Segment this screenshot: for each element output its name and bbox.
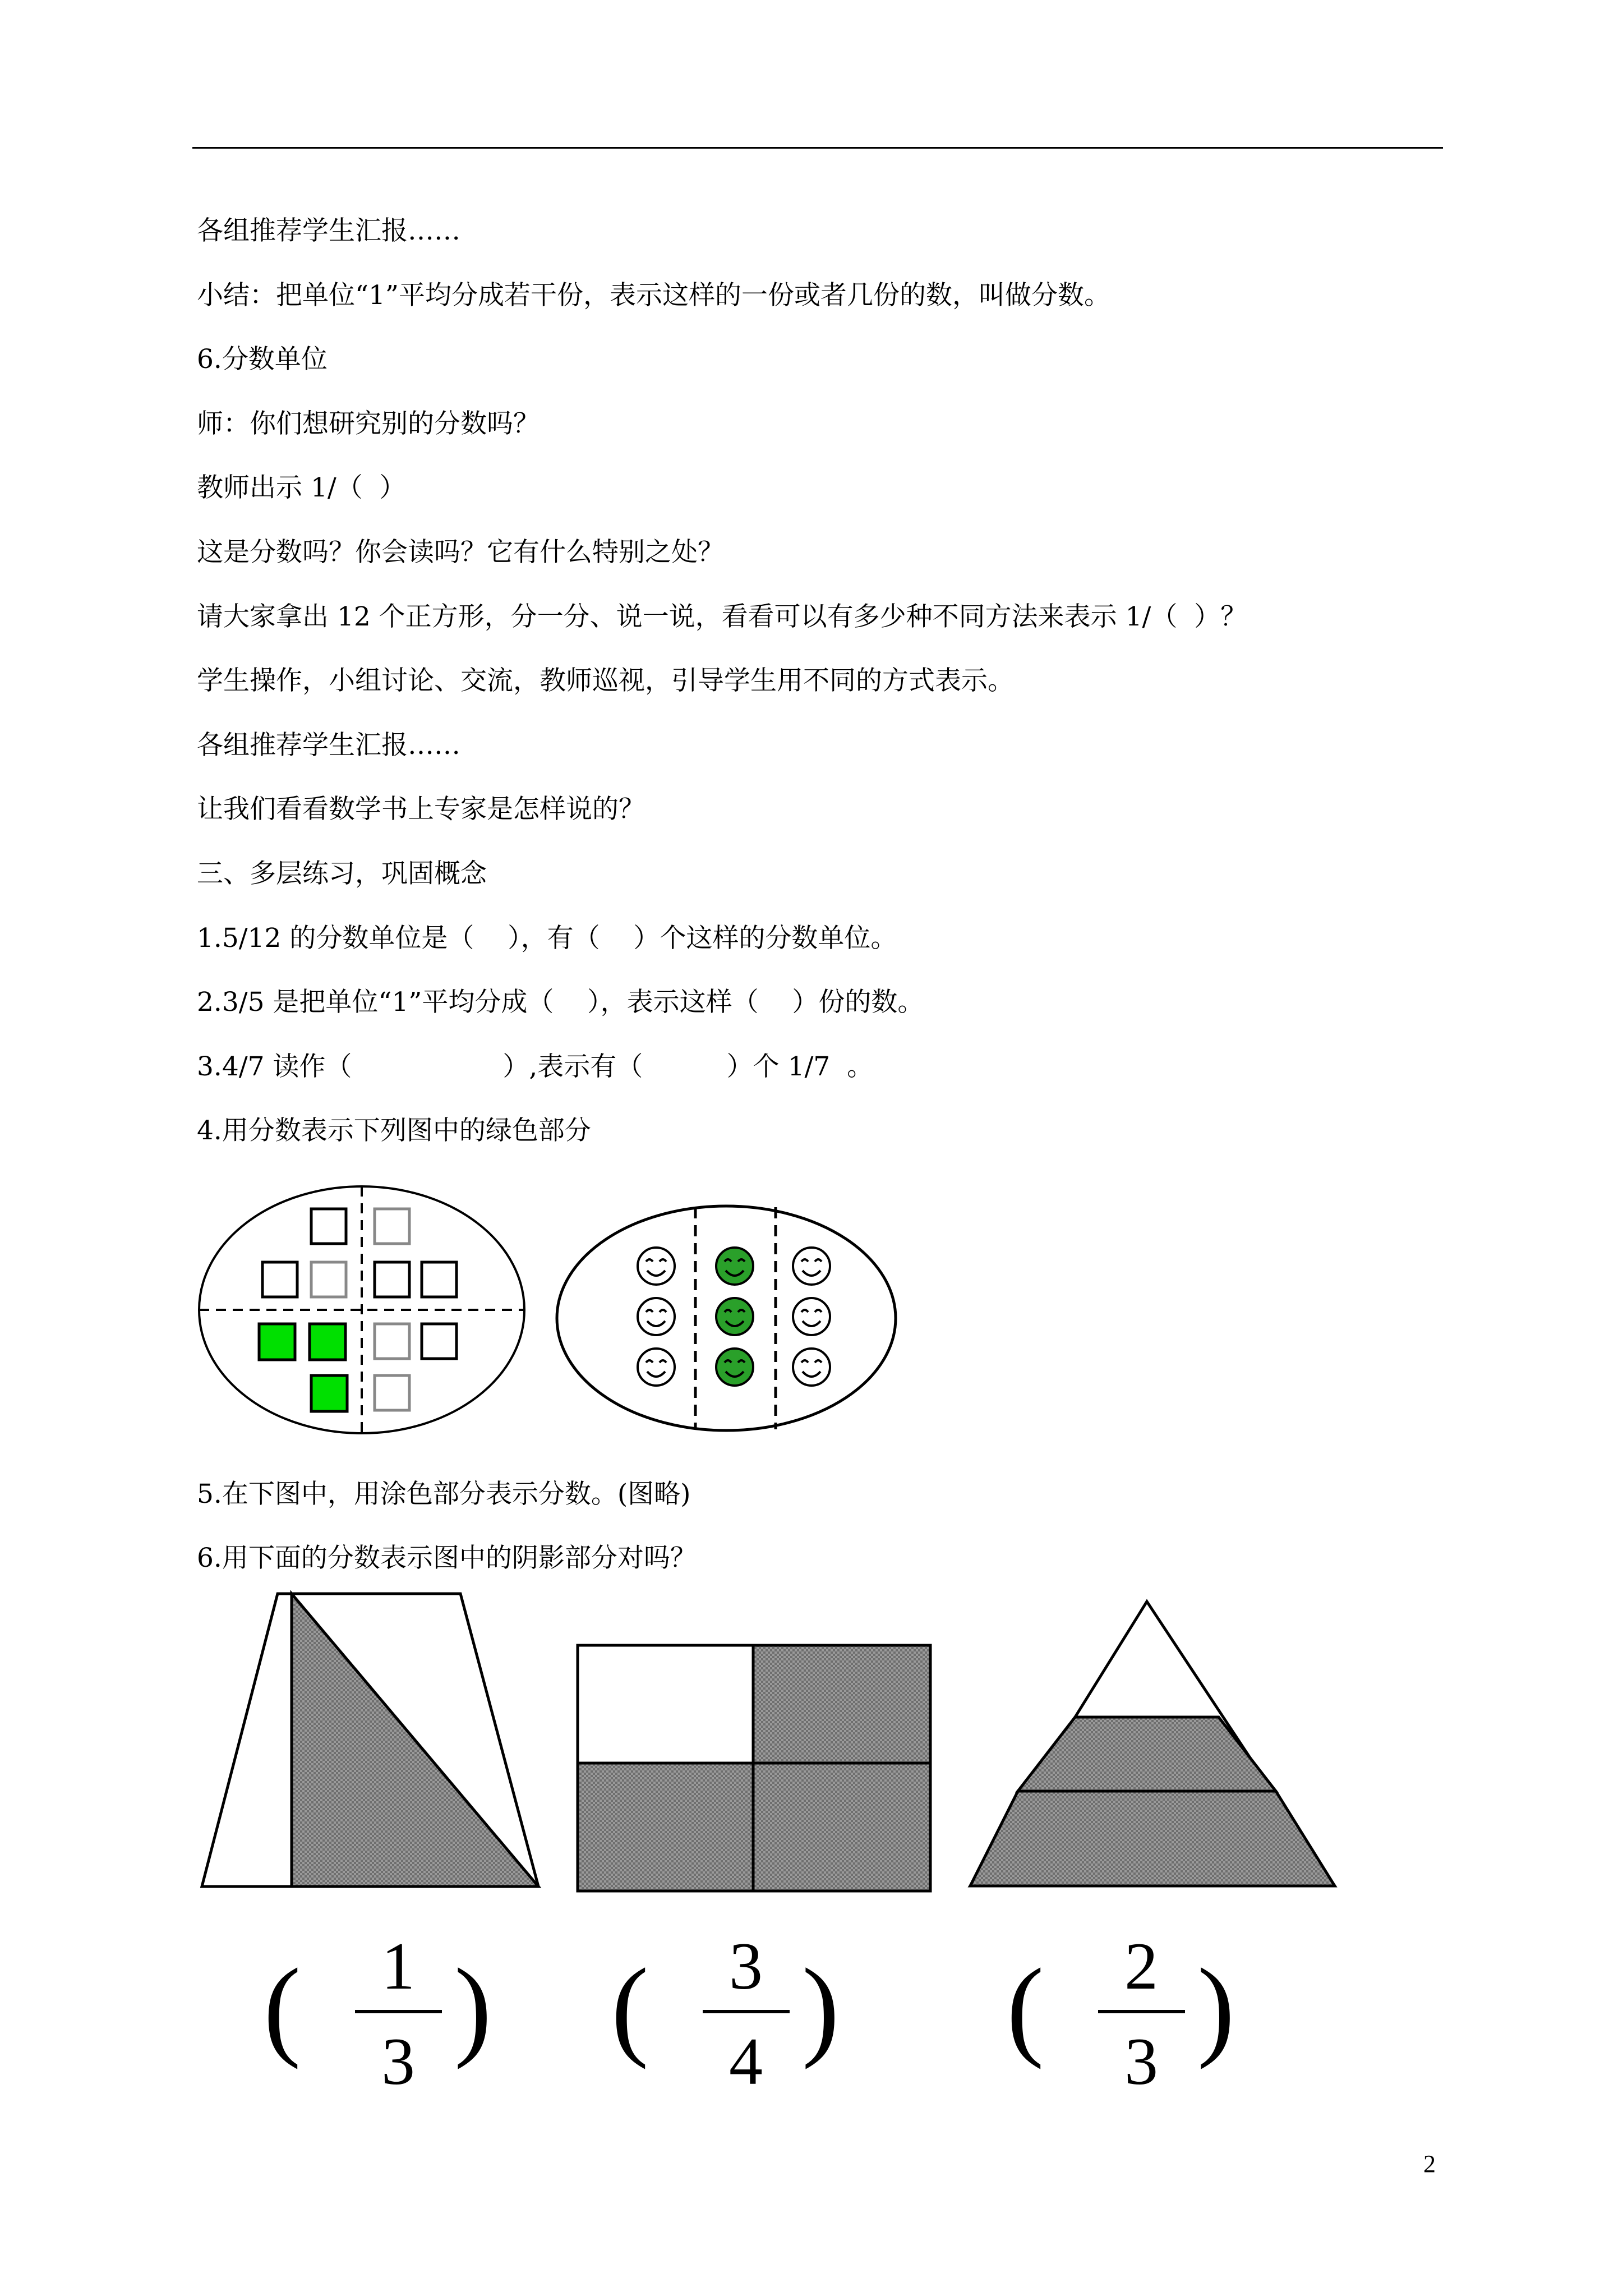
fraction-numerator: 3 (729, 1929, 763, 2003)
squares-oval-figure (196, 1184, 527, 1436)
close-paren: ) (802, 1946, 840, 2070)
text-line-10: 让我们看看数学书上专家是怎样说的？ (197, 794, 645, 825)
text-line-12: 1.5/12 的分数单位是（ ），有（ ）个这样的分数单位。 (197, 923, 897, 954)
text-line-4: 师：你们想研究别的分数吗？ (197, 408, 540, 439)
fraction-3 (1007, 1930, 1276, 2098)
open-paren: ( (611, 1946, 649, 2070)
text-line-8: 学生操作，小组讨论、交流，教师巡视，引导学生用不同的方式表示。 (197, 665, 1014, 696)
close-paren: ) (454, 1946, 492, 2070)
trapezoid-figure (199, 1590, 547, 1890)
page-number: 2 (1423, 2150, 1436, 2178)
text-line-9: 各组推荐学生汇报…… (197, 730, 460, 761)
fraction-numerator: 2 (1124, 1929, 1158, 2003)
fraction-bar (355, 2010, 442, 2013)
fraction-bar (1098, 2010, 1185, 2013)
smiley-oval-figure (552, 1200, 900, 1436)
text-line-17: 6.用下面的分数表示图中的阴影部分对吗？ (197, 1543, 697, 1573)
fraction-bar (703, 2010, 790, 2013)
fraction-denominator: 3 (1124, 2024, 1158, 2099)
text-line-16: 5.在下图中，用涂色部分表示分数。(图略) (197, 1479, 691, 1510)
rectangle-figure (575, 1642, 934, 1895)
text-line-15: 4.用分数表示下列图中的绿色部分 (197, 1115, 591, 1146)
open-paren: ( (1007, 1946, 1044, 2070)
text-line-6: 这是分数吗？你会读吗？它有什么特别之处？ (197, 537, 724, 568)
open-paren: ( (264, 1946, 301, 2070)
fraction-2 (611, 1930, 880, 2098)
triangle-figure (967, 1599, 1338, 1890)
text-line-5: 教师出示 1/（ ） (197, 472, 406, 503)
close-paren: ) (1197, 1946, 1235, 2070)
text-line-7: 请大家拿出 12 个正方形，分一分、说一说，看看可以有多少种不同方法来表示 1/（ ）？ (197, 601, 1247, 632)
fraction-numerator: 1 (381, 1929, 415, 2003)
fraction-denominator: 3 (381, 2024, 415, 2099)
header-rule (192, 147, 1443, 149)
fraction-1 (264, 1930, 533, 2098)
text-line-3: 6.分数单位 (197, 344, 328, 375)
fraction-denominator: 4 (729, 2024, 763, 2099)
text-line-14: 3.4/7 读作（ ）,表示有（ ）个 1/7 。 (197, 1051, 874, 1082)
text-line-1: 各组推荐学生汇报…… (197, 215, 460, 246)
text-line-2: 小结：把单位“1”平均分成若干份，表示这样的一份或者几份的数，叫做分数。 (197, 280, 1110, 311)
text-line-13: 2.3/5 是把单位“1”平均分成（ ），表示这样（ ）份的数。 (197, 987, 924, 1018)
text-line-11: 三、多层练习，巩固概念 (197, 858, 487, 889)
